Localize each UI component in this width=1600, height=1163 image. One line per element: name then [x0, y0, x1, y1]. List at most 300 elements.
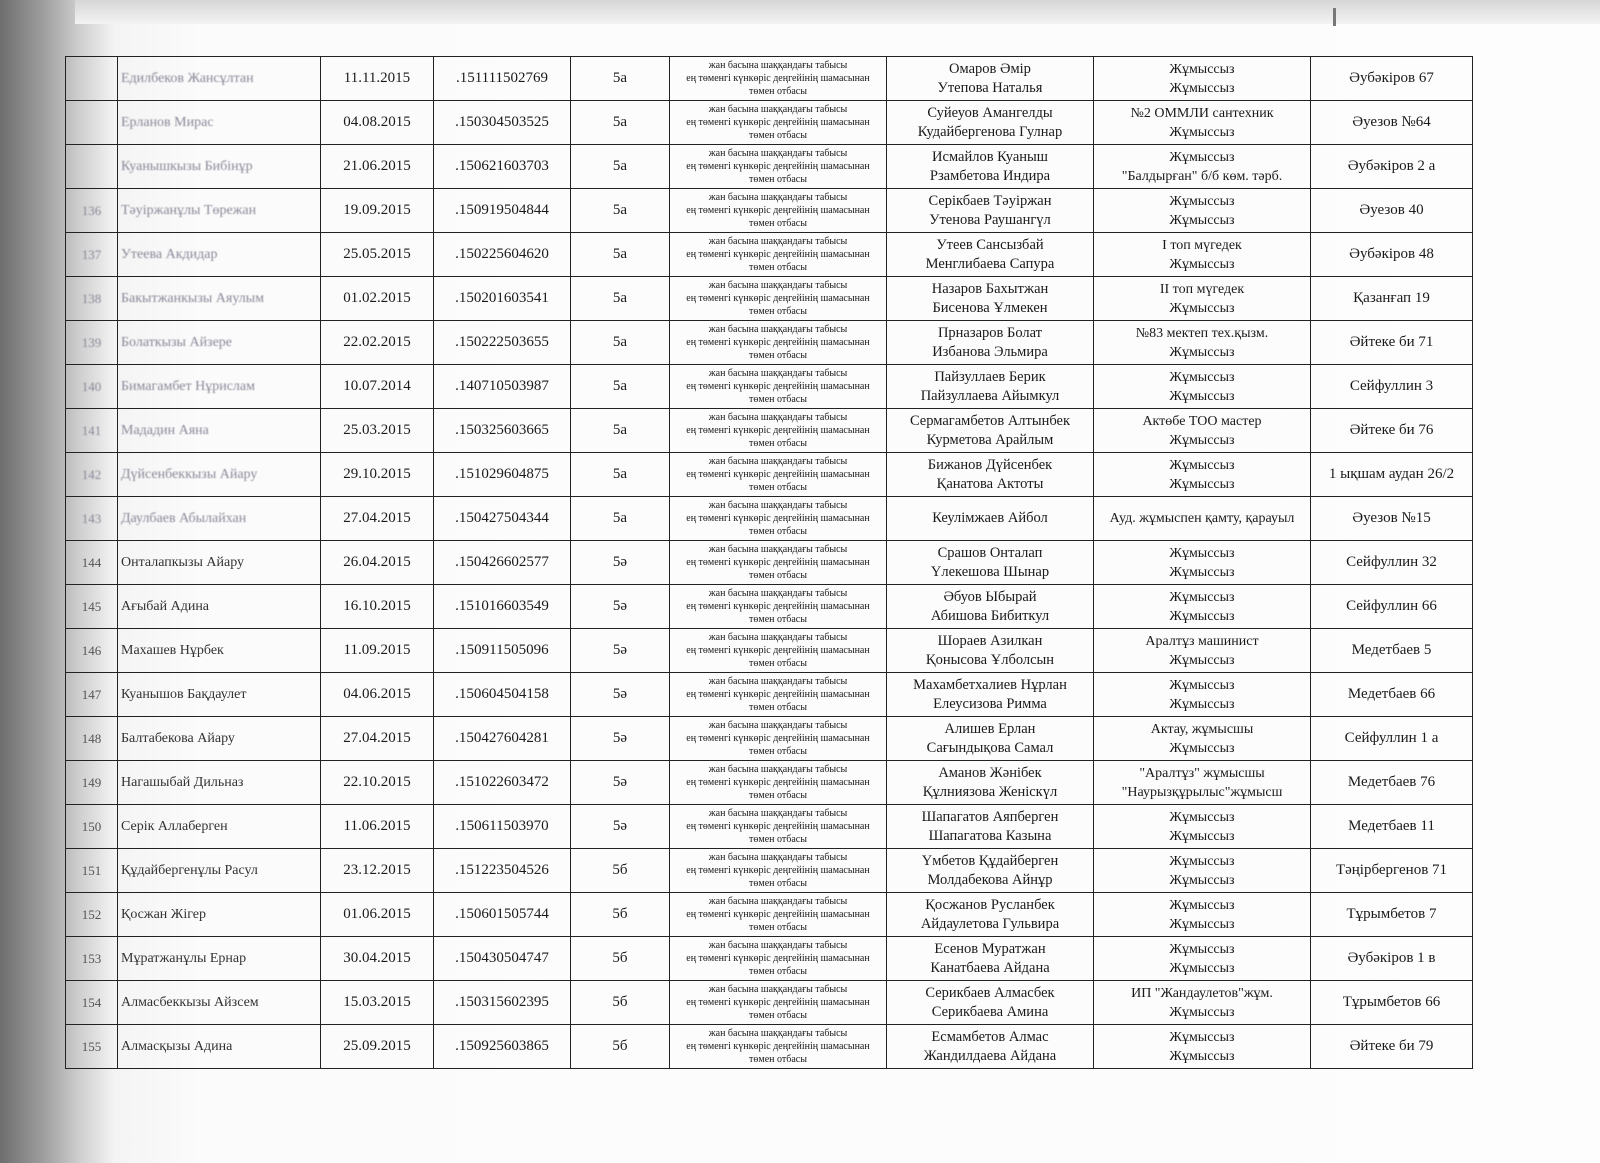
parent-name: Әбуов Ыбырай	[943, 588, 1037, 605]
table-row	[66, 321, 1473, 365]
parent-employment: Жұмыссыз	[1169, 941, 1235, 957]
student-name: Ерланов Мирас	[118, 101, 321, 145]
status-note-line: төмен отбасы	[749, 262, 807, 273]
row-number: 145	[66, 585, 118, 629]
employment-cell	[1094, 761, 1311, 805]
parent-employment: Жұмыссыз	[1169, 124, 1235, 140]
iin-number: .151111502769	[434, 57, 571, 101]
status-note-line: жан басына шаққандағы табысы	[708, 148, 848, 159]
parent-name: Сағындықова Самал	[926, 739, 1054, 756]
row-number: 154	[66, 981, 118, 1025]
status-note-line: төмен отбасы	[749, 130, 807, 141]
row-number: 138	[66, 277, 118, 321]
status-note	[670, 629, 887, 673]
parents-cell	[887, 717, 1094, 761]
iin-number: .150201603541	[434, 277, 571, 321]
status-note-line: ең төменгі күнкөріс деңгейінің шамасынан	[686, 909, 870, 920]
table-row	[66, 981, 1473, 1025]
row-number: 139	[66, 321, 118, 365]
parents-cell	[887, 189, 1094, 233]
parent-name: Шораев Азилкан	[937, 632, 1043, 649]
status-note-line: жан басына шаққандағы табысы	[708, 544, 848, 555]
status-note-line: төмен отбасы	[749, 658, 807, 669]
row-number: 150	[66, 805, 118, 849]
class-name: 5а	[571, 145, 670, 189]
status-note	[670, 233, 887, 277]
parent-name: Срашов Онталап	[937, 544, 1043, 561]
employment-cell	[1094, 409, 1311, 453]
table-row	[66, 937, 1473, 981]
status-note-line: жан басына шаққандағы табысы	[708, 192, 848, 203]
parent-employment: Жұмыссыз	[1169, 1004, 1235, 1020]
parent-employment: "Аралтұз" жұмысшы	[1139, 765, 1265, 781]
status-note-line: төмен отбасы	[749, 438, 807, 449]
parents-cell	[887, 541, 1094, 585]
student-name: Мададин Аяна	[118, 409, 321, 453]
birth-date: 26.04.2015	[321, 541, 434, 585]
parent-employment: Жұмыссыз	[1169, 61, 1235, 77]
birth-date: 22.10.2015	[321, 761, 434, 805]
row-number: 149	[66, 761, 118, 805]
parents-cell	[887, 101, 1094, 145]
iin-number: .140710503987	[434, 365, 571, 409]
status-note-line: жан басына шаққандағы табысы	[708, 60, 848, 71]
status-note-line: төмен отбасы	[749, 394, 807, 405]
page-top-edge	[75, 0, 1600, 24]
status-note-line: ең төменгі күнкөріс деңгейінің шамасынан	[686, 557, 870, 568]
iin-number: .151022603472	[434, 761, 571, 805]
status-note	[670, 189, 887, 233]
class-name: 5а	[571, 321, 670, 365]
student-name: Алмасқызы Адина	[118, 1025, 321, 1069]
employment-cell	[1094, 1025, 1311, 1069]
parent-name: Утепова Наталья	[937, 79, 1043, 96]
employment-cell	[1094, 541, 1311, 585]
address: Сейфуллин 1 а	[1311, 717, 1473, 761]
students-table	[65, 56, 1473, 1069]
parent-employment: Жұмыссыз	[1169, 677, 1235, 693]
student-name: Алмасбеккызы Айзсем	[118, 981, 321, 1025]
address: 1 ықшам аудан 26/2	[1311, 453, 1473, 497]
class-name: 5ә	[571, 717, 670, 761]
status-note-line: төмен отбасы	[749, 614, 807, 625]
iin-number: .150225604620	[434, 233, 571, 277]
address: Әубәкіров 2 а	[1311, 145, 1473, 189]
status-note-line: ең төменгі күнкөріс деңгейінің шамасынан	[686, 161, 870, 172]
iin-number: .150222503655	[434, 321, 571, 365]
table-row	[66, 673, 1473, 717]
parent-name: Жандилдаева Айдана	[923, 1047, 1057, 1064]
student-name: Куанышов Бақдаулет	[118, 673, 321, 717]
parents-cell	[887, 497, 1094, 541]
parent-name: Серикбаева Амина	[931, 1003, 1049, 1020]
employment-cell	[1094, 893, 1311, 937]
parent-employment: Жұмыссыз	[1169, 872, 1235, 888]
parent-employment: Актау, жұмысшы	[1150, 721, 1254, 737]
status-note-line: төмен отбасы	[749, 1010, 807, 1021]
parent-name: Назаров Бахытжан	[931, 280, 1049, 297]
class-name: 5б	[571, 1025, 670, 1069]
parent-employment: Жұмыссыз	[1169, 193, 1235, 209]
parents-cell	[887, 277, 1094, 321]
class-name: 5б	[571, 981, 670, 1025]
address: Әйтеке би 76	[1311, 409, 1473, 453]
parent-name: Молдабекова Айнұр	[927, 871, 1053, 888]
employment-cell	[1094, 673, 1311, 717]
address: Медетбаев 66	[1311, 673, 1473, 717]
employment-cell	[1094, 145, 1311, 189]
iin-number: .151223504526	[434, 849, 571, 893]
status-note	[670, 805, 887, 849]
parents-cell	[887, 893, 1094, 937]
parent-name: Шапагатова Казына	[928, 827, 1052, 844]
parent-employment: Аралтұз машинист	[1145, 633, 1259, 649]
table-row	[66, 629, 1473, 673]
iin-number: .150304503525	[434, 101, 571, 145]
parents-cell	[887, 585, 1094, 629]
parents-cell	[887, 1025, 1094, 1069]
row-number: 143	[66, 497, 118, 541]
parent-employment: Жұмыссыз	[1169, 476, 1235, 492]
status-note-line: жан басына шаққандағы табысы	[708, 676, 848, 687]
birth-date: 27.04.2015	[321, 717, 434, 761]
row-number: 142	[66, 453, 118, 497]
employment-cell	[1094, 277, 1311, 321]
parent-name: Омаров Әмір	[949, 60, 1031, 77]
birth-date: 16.10.2015	[321, 585, 434, 629]
parent-employment: Жұмыссыз	[1169, 1029, 1235, 1045]
iin-number: .150911505096	[434, 629, 571, 673]
parent-employment: Жұмыссыз	[1169, 652, 1235, 668]
birth-date: 01.02.2015	[321, 277, 434, 321]
employment-cell	[1094, 453, 1311, 497]
parent-name: Бисенова Ұлмекен	[932, 299, 1048, 316]
parent-name: Суйеуов Амангелды	[927, 104, 1053, 121]
status-note	[670, 409, 887, 453]
parent-employment: Актөбе ТОО мастер	[1142, 413, 1262, 429]
status-note-line: төмен отбасы	[749, 966, 807, 977]
status-note-line: төмен отбасы	[749, 702, 807, 713]
row-number: 151	[66, 849, 118, 893]
student-name: Бимагамбет Нұрислам	[118, 365, 321, 409]
parent-name: Утенова Раушангүл	[929, 211, 1051, 228]
status-note-line: төмен отбасы	[749, 746, 807, 757]
parent-name: Құлниязова Женіскүл	[922, 783, 1058, 800]
class-name: 5ә	[571, 805, 670, 849]
status-note-line: төмен отбасы	[749, 570, 807, 581]
employment-cell	[1094, 717, 1311, 761]
student-name: Махашев Нұрбек	[118, 629, 321, 673]
birth-date: 23.12.2015	[321, 849, 434, 893]
table-row	[66, 409, 1473, 453]
status-note-line: жан басына шаққандағы табысы	[708, 940, 848, 951]
parents-cell	[887, 409, 1094, 453]
parent-name: Курметова Арайлым	[926, 431, 1054, 448]
birth-date: 27.04.2015	[321, 497, 434, 541]
class-name: 5ә	[571, 629, 670, 673]
parent-name: Шапагатов Аяпберген	[921, 808, 1059, 825]
parent-employment: Жұмыссыз	[1169, 608, 1235, 624]
employment-cell	[1094, 629, 1311, 673]
iin-number: .150427504344	[434, 497, 571, 541]
address: Сейфуллин 32	[1311, 541, 1473, 585]
status-note-line: ең төменгі күнкөріс деңгейінің шамасынан	[686, 469, 870, 480]
iin-number: .150611503970	[434, 805, 571, 849]
student-name: Утеева Акдидар	[118, 233, 321, 277]
parent-name: Прназаров Болат	[937, 324, 1043, 341]
parent-employment: Жұмыссыз	[1169, 457, 1235, 473]
parents-cell	[887, 761, 1094, 805]
table-row	[66, 717, 1473, 761]
iin-number: .150315602395	[434, 981, 571, 1025]
parents-cell	[887, 937, 1094, 981]
status-note-line: төмен отбасы	[749, 878, 807, 889]
status-note-line: жан басына шаққандағы табысы	[708, 1028, 848, 1039]
status-note-line: жан басына шаққандағы табысы	[708, 280, 848, 291]
status-note	[670, 849, 887, 893]
status-note-line: төмен отбасы	[749, 526, 807, 537]
parent-name: Менглибаева Сапура	[925, 255, 1055, 272]
parent-name: Кудайбергенова Гулнар	[917, 123, 1063, 140]
class-name: 5б	[571, 937, 670, 981]
parent-employment: Жұмыссыз	[1169, 916, 1235, 932]
parent-name: Серікбаев Тәуіржан	[928, 192, 1052, 209]
status-note	[670, 585, 887, 629]
status-note	[670, 717, 887, 761]
iin-number: .150604504158	[434, 673, 571, 717]
row-number	[66, 57, 118, 101]
parent-employment: Жұмыссыз	[1169, 740, 1235, 756]
address: Әуезов №64	[1311, 101, 1473, 145]
parents-cell	[887, 365, 1094, 409]
status-note	[670, 981, 887, 1025]
status-note-line: ең төменгі күнкөріс деңгейінің шамасынан	[686, 249, 870, 260]
table-row	[66, 893, 1473, 937]
employment-cell	[1094, 57, 1311, 101]
employment-cell	[1094, 321, 1311, 365]
student-name: Балтабекова Айару	[118, 717, 321, 761]
status-note-line: жан басына шаққандағы табысы	[708, 764, 848, 775]
parent-name: Избанова Эльмира	[932, 343, 1048, 360]
status-note-line: жан басына шаққандағы табысы	[708, 588, 848, 599]
table-row	[66, 497, 1473, 541]
status-note-line: төмен отбасы	[749, 218, 807, 229]
employment-cell	[1094, 805, 1311, 849]
parents-cell	[887, 233, 1094, 277]
parents-cell	[887, 321, 1094, 365]
table-row	[66, 541, 1473, 585]
status-note-line: ең төменгі күнкөріс деңгейінің шамасынан	[686, 689, 870, 700]
status-note-line: төмен отбасы	[749, 350, 807, 361]
class-name: 5а	[571, 409, 670, 453]
status-note-line: ең төменгі күнкөріс деңгейінің шамасынан	[686, 997, 870, 1008]
table-row	[66, 453, 1473, 497]
parent-employment: II топ мүгедек	[1159, 281, 1245, 297]
table-row	[66, 585, 1473, 629]
iin-number: .151016603549	[434, 585, 571, 629]
status-note-line: төмен отбасы	[749, 1054, 807, 1065]
parent-employment: Жұмыссыз	[1169, 809, 1235, 825]
status-note-line: ең төменгі күнкөріс деңгейінің шамасынан	[686, 645, 870, 656]
class-name: 5а	[571, 57, 670, 101]
parent-employment: ИП "Жандаулетов"жұм.	[1131, 985, 1273, 1001]
parent-name: Канатбаева Айдана	[930, 959, 1050, 976]
address: Әйтеке би 79	[1311, 1025, 1473, 1069]
parent-employment: Жұмыссыз	[1169, 564, 1235, 580]
iin-number: .151029604875	[434, 453, 571, 497]
parent-name: Серикбаев Алмасбек	[925, 984, 1055, 1001]
status-note-line: жан басына шаққандағы табысы	[708, 808, 848, 819]
row-number: 148	[66, 717, 118, 761]
employment-cell	[1094, 101, 1311, 145]
table-row	[66, 849, 1473, 893]
class-name: 5а	[571, 453, 670, 497]
status-note-line: ең төменгі күнкөріс деңгейінің шамасынан	[686, 777, 870, 788]
status-note	[670, 101, 887, 145]
status-note-line: ең төменгі күнкөріс деңгейінің шамасынан	[686, 381, 870, 392]
student-name: Серік Аллаберген	[118, 805, 321, 849]
student-name: Дүйсенбеккызы Айару	[118, 453, 321, 497]
class-name: 5а	[571, 233, 670, 277]
address: Медетбаев 11	[1311, 805, 1473, 849]
employment-cell	[1094, 981, 1311, 1025]
address: Тұрымбетов 66	[1311, 981, 1473, 1025]
parent-employment: Жұмыссыз	[1169, 828, 1235, 844]
class-name: 5а	[571, 189, 670, 233]
status-note-line: ең төменгі күнкөріс деңгейінің шамасынан	[686, 821, 870, 832]
parents-cell	[887, 57, 1094, 101]
student-name: Тәуіржанұлы Төрежан	[118, 189, 321, 233]
parent-name: Кеулімжаев Айбол	[932, 510, 1048, 526]
parent-employment: №2 ОММЛИ сантехник	[1130, 105, 1274, 121]
student-name: Ағыбай Адина	[118, 585, 321, 629]
birth-date: 04.06.2015	[321, 673, 434, 717]
parent-employment: Жұмыссыз	[1169, 149, 1235, 165]
parent-employment: Жұмыссыз	[1169, 696, 1235, 712]
table-row	[66, 57, 1473, 101]
iin-number: .150601505744	[434, 893, 571, 937]
parent-employment: Жұмыссыз	[1169, 853, 1235, 869]
address: Медетбаев 76	[1311, 761, 1473, 805]
status-note	[670, 57, 887, 101]
row-number: 146	[66, 629, 118, 673]
status-note	[670, 937, 887, 981]
parent-employment: Жұмыссыз	[1169, 256, 1235, 272]
status-note-line: жан басына шаққандағы табысы	[708, 632, 848, 643]
birth-date: 15.03.2015	[321, 981, 434, 1025]
parent-employment: Жұмыссыз	[1169, 589, 1235, 605]
status-note-line: ең төменгі күнкөріс деңгейінің шамасынан	[686, 73, 870, 84]
status-note-line: ең төменгі күнкөріс деңгейінің шамасынан	[686, 953, 870, 964]
birth-date: 11.06.2015	[321, 805, 434, 849]
parent-employment: Жұмыссыз	[1169, 1048, 1235, 1064]
birth-date: 30.04.2015	[321, 937, 434, 981]
employment-cell	[1094, 937, 1311, 981]
address: Әуезов №15	[1311, 497, 1473, 541]
class-name: 5б	[571, 849, 670, 893]
status-note	[670, 277, 887, 321]
parent-name: Сермагамбетов Алтынбек	[909, 412, 1071, 429]
table-row	[66, 277, 1473, 321]
iin-number: .150325603665	[434, 409, 571, 453]
class-name: 5а	[571, 277, 670, 321]
parent-name: Аманов Жәнібек	[938, 764, 1042, 781]
birth-date: 04.08.2015	[321, 101, 434, 145]
parent-name: Қанатова Актоты	[936, 475, 1044, 492]
parent-name: Қосжанов Русланбек	[925, 896, 1055, 913]
parents-cell	[887, 673, 1094, 717]
birth-date: 21.06.2015	[321, 145, 434, 189]
status-note-line: жан басына шаққандағы табысы	[708, 324, 848, 335]
row-number: 153	[66, 937, 118, 981]
iin-number: .150621603703	[434, 145, 571, 189]
class-name: 5ә	[571, 673, 670, 717]
student-name: Нагашыбай Дильназ	[118, 761, 321, 805]
status-note-line: төмен отбасы	[749, 834, 807, 845]
status-note-line: ең төменгі күнкөріс деңгейінің шамасынан	[686, 513, 870, 524]
parent-employment: Жұмыссыз	[1169, 897, 1235, 913]
employment-cell	[1094, 189, 1311, 233]
birth-date: 25.05.2015	[321, 233, 434, 277]
class-name: 5а	[571, 497, 670, 541]
status-note	[670, 1025, 887, 1069]
row-number: 137	[66, 233, 118, 277]
row-number: 140	[66, 365, 118, 409]
status-note	[670, 365, 887, 409]
parent-name: Алишев Ерлан	[944, 720, 1036, 737]
parents-cell	[887, 849, 1094, 893]
student-name: Болаткызы Айзере	[118, 321, 321, 365]
parent-employment: Жұмыссыз	[1169, 212, 1235, 228]
employment-cell	[1094, 365, 1311, 409]
birth-date: 01.06.2015	[321, 893, 434, 937]
table-row	[66, 101, 1473, 145]
parents-cell	[887, 981, 1094, 1025]
table-row	[66, 805, 1473, 849]
parent-employment: Жұмыссыз	[1169, 545, 1235, 561]
status-note	[670, 497, 887, 541]
birth-date: 19.09.2015	[321, 189, 434, 233]
parent-name: Айдаулетова Гульвира	[920, 915, 1060, 932]
status-note	[670, 893, 887, 937]
address: Әубәкіров 1 в	[1311, 937, 1473, 981]
row-number	[66, 101, 118, 145]
parents-cell	[887, 145, 1094, 189]
birth-date: 10.07.2014	[321, 365, 434, 409]
class-name: 5ә	[571, 541, 670, 585]
iin-number: .150426602577	[434, 541, 571, 585]
parent-employment: Жұмыссыз	[1169, 369, 1235, 385]
parent-name: Исмайлов Куаныш	[932, 148, 1048, 165]
student-name: Қосжан Жігер	[118, 893, 321, 937]
status-note	[670, 453, 887, 497]
status-note-line: жан басына шаққандағы табысы	[708, 896, 848, 907]
birth-date: 25.03.2015	[321, 409, 434, 453]
parent-employment: №83 мектеп тех.қызм.	[1135, 325, 1269, 341]
parent-name: Қонысова Ұлболсын	[925, 651, 1055, 668]
parents-cell	[887, 629, 1094, 673]
parent-employment: Жұмыссыз	[1169, 344, 1235, 360]
status-note	[670, 761, 887, 805]
status-note-line: ең төменгі күнкөріс деңгейінің шамасынан	[686, 865, 870, 876]
table-row	[66, 365, 1473, 409]
status-note-line: ең төменгі күнкөріс деңгейінің шамасынан	[686, 293, 870, 304]
parent-name: Елеусизова Римма	[933, 695, 1047, 712]
student-name: Едилбеков Жансұлтан	[118, 57, 321, 101]
row-number: 141	[66, 409, 118, 453]
student-name: Онталапкызы Айару	[118, 541, 321, 585]
row-number: 147	[66, 673, 118, 717]
